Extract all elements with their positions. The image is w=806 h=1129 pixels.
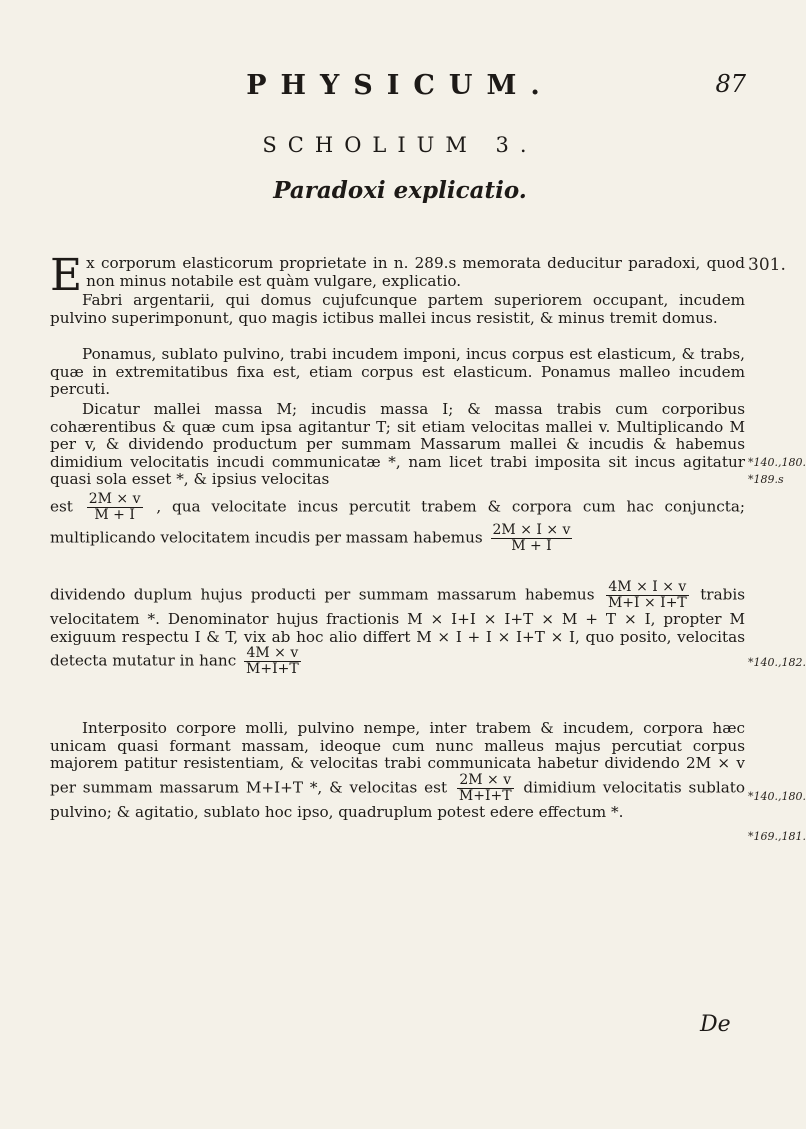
paragraph-4-text: Dicatur mallei massa M; incudis massa I; & massa trabis cum corporibus cohærentibus & quæ cum ipsa agitantur T; sit etiam velocitas mallei v. Multiplicando M per v, & dividendo productum per summam Massarum mallei & incudis & habemus dimidium velocitatis incudi communicatæ *, nam licet trabi imposita sit incus agitatur quasi sola esset *, & ipsius velocitas	[50, 400, 745, 488]
paragraph-5-text: Interposito corpore molli, pulvino nempe, inter trabem & incudem, corpora hæc unicam quasi formant massam, ideoque cum nunc malleus majus percutiat corpus majorem patitur resistentiam, & velocitas trabi communicata habetur dividendo 2M × v per summam massarum M+I+T *, & velocitas est	[50, 719, 745, 796]
page-number: 87	[715, 70, 746, 98]
text-conjuncta: , qua velocitate incus percutit trabem & corpora cum hac conjuncta; multiplicando velocitatem incudis per massam habemus	[50, 497, 746, 547]
fraction-denominator: M+I+T	[246, 661, 299, 677]
text-denominator-explanation: trabis velocitatem *. Denominator hujus fractionis M × I+I × I+T × M + T × I, propter M exiguum respectu I & T, vix ab hoc alio differt M × I + I × I+T × I, quo posito, velocitas detecta mutatur in hanc	[50, 585, 745, 670]
catchword: De	[700, 1012, 731, 1037]
fraction-momentum	[491, 523, 573, 554]
paragraph-5	[50, 720, 745, 821]
paragraph-4-part-3	[50, 580, 745, 677]
margin-note-ref-3: *140.,182.	[748, 656, 806, 669]
margin-note-ref-4: *140.,180.	[748, 790, 806, 803]
text-est: est	[50, 497, 73, 516]
paragraph-2	[50, 292, 745, 327]
margin-note-section-ref: 301.	[748, 255, 786, 275]
paragraph-5-conclusion: dimidium velocitatis sublato pulvino; & agitatio, sublato hoc ipso, quadruplum potest edere effectum *.	[50, 778, 746, 821]
section-subtitle: Paradoxi explicatio.	[273, 177, 527, 204]
paragraph-3-text: Ponamus, sublato pulvino, trabi incudem imponi, incus corpus est elasticum, & trabs, quæ in extremitatibus fixa est, etiam corpus est elasticum. Ponamus malleo incudem percuti.	[50, 345, 745, 398]
fraction-trabis-velocity	[606, 580, 689, 611]
fraction-numerator: 4M × v	[244, 646, 301, 662]
margin-note-ref-2: *189.s	[748, 473, 784, 486]
paragraph-4-continued	[50, 492, 745, 554]
fraction-half-velocity	[457, 773, 514, 804]
paragraph-3	[50, 346, 745, 399]
fraction-numerator: 2M × v	[457, 773, 514, 789]
fraction-denominator: M + I	[511, 538, 552, 554]
paragraph-1-text: x corporum elasticorum proprietate in n. 289.s memorata deducitur paradoxi, quod non minus notabile est quàm vulgare, explicatio.	[86, 254, 745, 290]
fraction-numerator: 2M × v	[88, 491, 141, 507]
margin-note-ref-5: *169.,181.	[748, 830, 806, 843]
paragraph-4	[50, 401, 745, 489]
margin-note-ref-1: *140.,180.	[748, 456, 806, 469]
fraction-denominator: M+I+T	[458, 787, 512, 804]
text-dividendo: dividendo duplum hujus producti per summam massarum habemus	[50, 585, 595, 604]
fraction-incus-velocity	[87, 492, 143, 523]
fraction-numerator: 4M × I × v	[606, 580, 689, 596]
paragraph-1	[50, 250, 745, 301]
drop-cap: E	[50, 250, 83, 301]
fraction-denominator: M + I	[94, 507, 135, 523]
running-title: PHYSICUM.	[246, 70, 554, 101]
fraction-numerator: 2M × I × v	[492, 522, 571, 538]
fraction-denominator: M+I × I+T	[607, 595, 687, 611]
fraction-detected-velocity	[244, 646, 301, 677]
paragraph-2-text: Fabri argentarii, qui domus cujufcunque partem superiorem occupant, incudem pulvino superimponunt, quo magis ictibus mallei incus resistit, & minus tremit domus.	[50, 291, 745, 327]
section-heading: SCHOLIUM 3.	[262, 133, 538, 157]
